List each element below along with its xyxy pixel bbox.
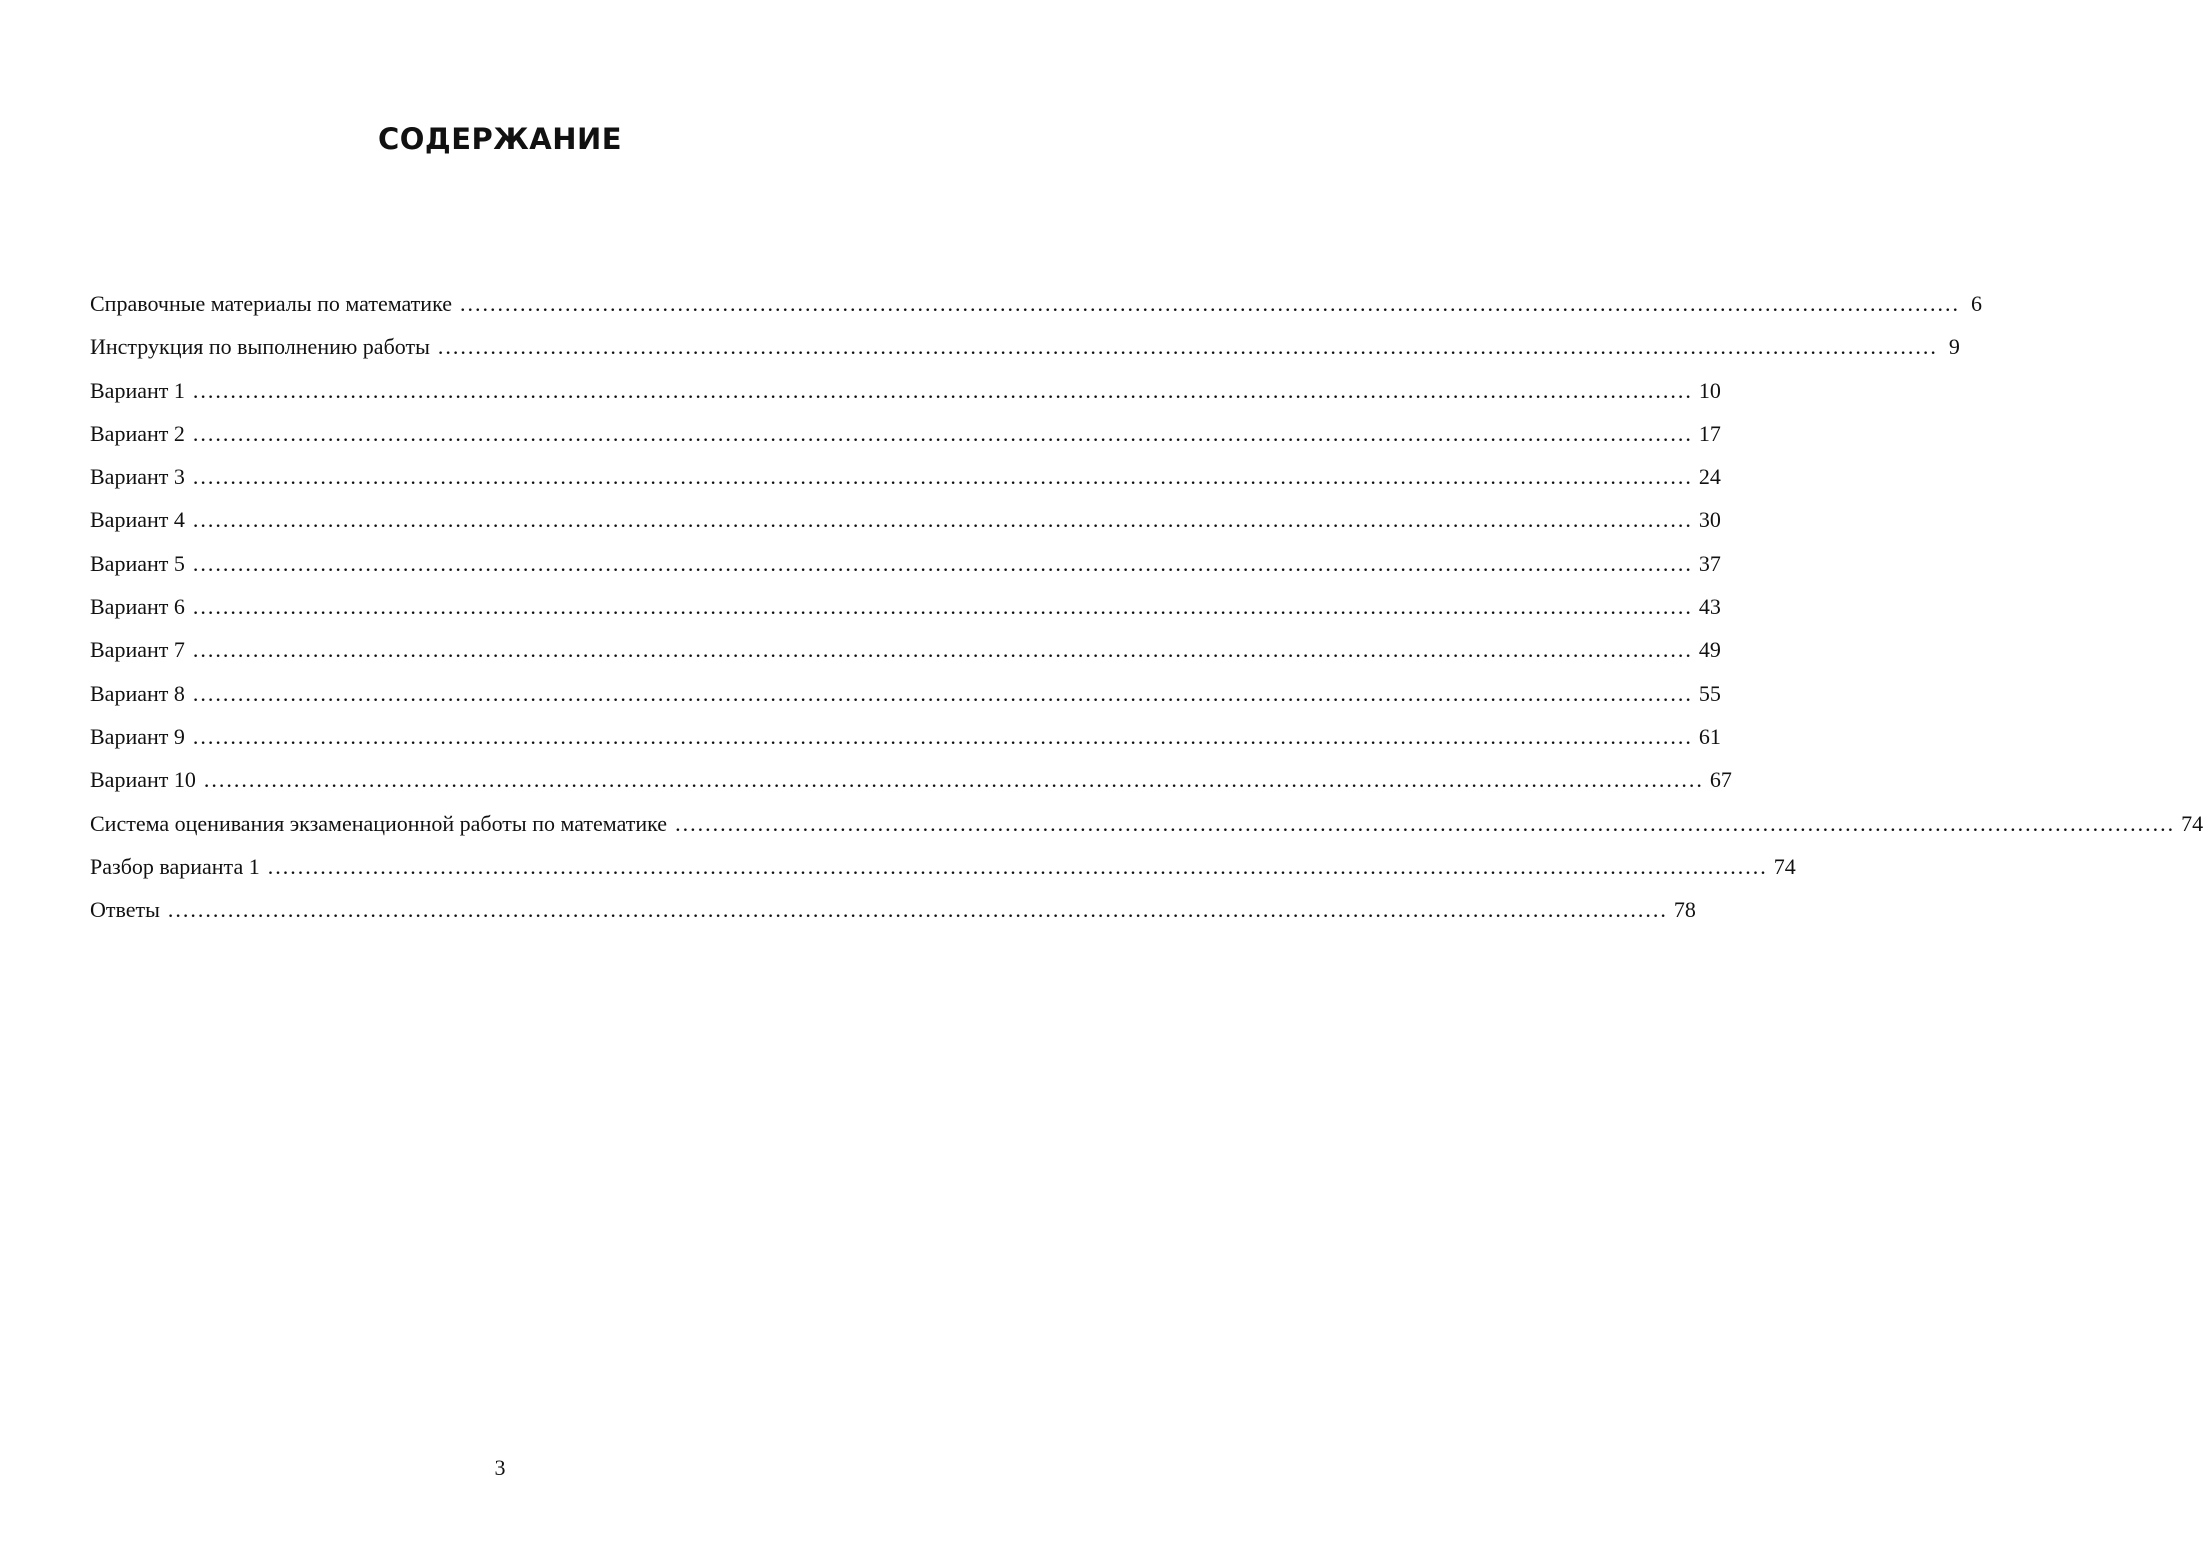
toc-entry [90,680,1721,724]
toc-entry-label: Вариант 3 [90,464,185,490]
toc-entry [90,897,1696,940]
toc-entry-label: Справочные материалы по математике [90,291,452,316]
toc-dot-leader: ........................................................................................................................................................................................................ [203,767,1704,793]
toc-entry [90,810,2203,854]
toc-entry [90,334,1960,377]
toc-entry-label: Ответы [90,897,160,923]
toc-entry-page: 67 [1709,767,1732,793]
toc-dot-leader: ........................................................................................................................................................................................................ [192,464,1693,490]
toc-entry [90,550,1721,594]
page-number: 3 [494,1455,506,1480]
toc-entry-page: 74 [1773,853,1796,879]
toc-dot-leader: ........................................................................................................................................................................................................ [192,594,1693,620]
toc-entry [90,291,1982,334]
toc-entry-label: Система оценивания экзаменационной работы по математике [90,810,668,836]
toc-entry-label: Вариант 6 [90,594,185,620]
toc-dot-leader: ........................................................................................................................................................................................................ [192,680,1693,706]
toc-entry-label: Вариант 1 [90,377,185,403]
toc-dot-leader: ........................................................................................................................................................................................................ [437,334,1938,360]
toc-dot-leader: ........................................................................................................................................................................................................ [192,377,1693,403]
toc-entry [90,420,1721,464]
toc-entry-page: 78 [1673,897,1696,923]
toc-entry-page: 9 [1948,334,1960,360]
table-of-contents [90,291,2203,940]
toc-dot-leader: ........................................................................................................................................................................................................ [192,723,1693,749]
toc-dot-leader: ........................................................................................................................................................................................................ [675,810,2176,836]
toc-entry-page: 74 [2181,810,2203,836]
toc-entry-label: Инструкция по выполнению работы [90,334,430,360]
toc-entry-label: Вариант 10 [90,767,196,793]
toc-entry [90,723,1721,767]
toc-entry-label: Вариант 9 [90,723,185,749]
toc-entry-label: Разбор варианта 1 [90,853,260,879]
toc-dot-leader: ........................................................................................................................................................................................................ [459,291,1960,316]
toc-entry-label: Вариант 8 [90,680,185,706]
toc-dot-leader: ........................................................................................................................................................................................................ [192,637,1693,663]
toc-entry-page: 10 [1698,377,1721,403]
toc-entry [90,767,1732,810]
toc-entry-page: 24 [1698,464,1721,490]
toc-entry-page: 17 [1698,420,1721,446]
toc-entry-page: 30 [1698,507,1721,533]
toc-entry-label: Вариант 2 [90,420,185,446]
toc-entry [90,507,1721,550]
toc-dot-leader: ........................................................................................................................................................................................................ [192,420,1693,446]
toc-entry [90,377,1721,421]
toc-dot-leader: ........................................................................................................................................................................................................ [192,550,1693,576]
toc-dot-leader: ........................................................................................................................................................................................................ [192,507,1693,533]
toc-entry-page: 43 [1698,594,1721,620]
toc-entry [90,853,1796,897]
toc-entry-page: 55 [1698,680,1721,706]
toc-dot-leader: ........................................................................................................................................................................................................ [167,897,1668,923]
toc-entry [90,464,1721,507]
toc-entry-label: Вариант 4 [90,507,185,533]
toc-entry-page: 61 [1698,723,1721,749]
page-title: СОДЕРЖАНИЕ [377,122,623,156]
toc-entry-page: 6 [1970,291,1982,316]
toc-entry [90,637,1721,680]
toc-entry-label: Вариант 5 [90,550,185,576]
toc-entry [90,594,1721,637]
toc-entry-label: Вариант 7 [90,637,185,663]
toc-entry-page: 37 [1698,550,1721,576]
toc-entry-page: 49 [1698,637,1721,663]
toc-dot-leader: ........................................................................................................................................................................................................ [267,853,1768,879]
